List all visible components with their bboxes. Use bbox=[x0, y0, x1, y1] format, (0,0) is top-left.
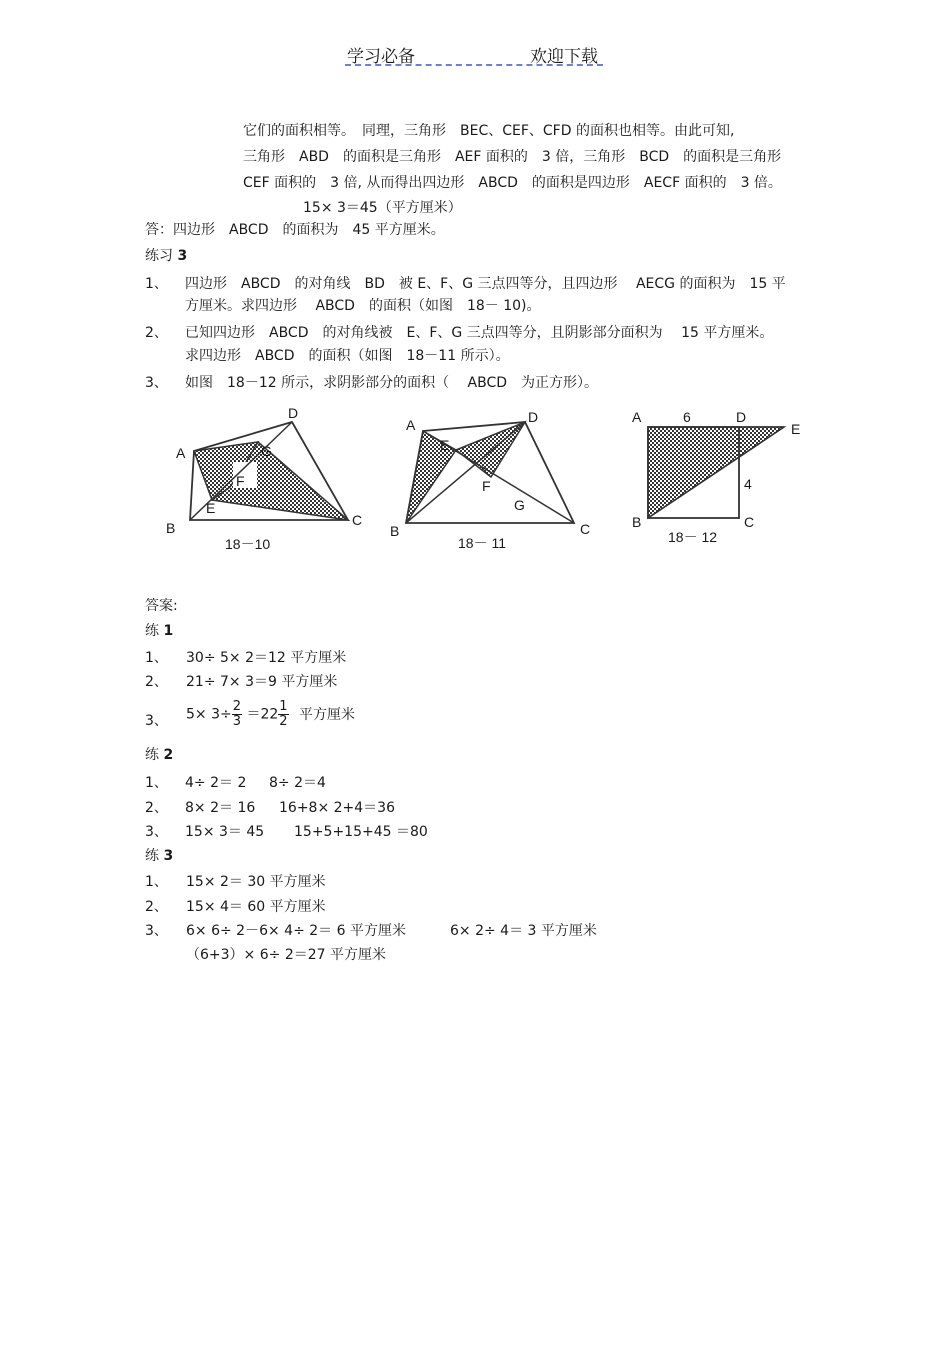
answers-s1-title bbox=[145, 620, 173, 640]
fig12-label-d: D bbox=[736, 409, 747, 425]
s2-title-num: 2 bbox=[163, 747, 174, 763]
s2-item1-a: 4÷ 2＝ 2 bbox=[185, 775, 247, 791]
s2-item3-a: 15× 3＝ 45 bbox=[185, 824, 265, 840]
figure-18-10 bbox=[166, 405, 362, 552]
fig10-label-e: E bbox=[206, 500, 216, 516]
s1-item3-fraction2 bbox=[278, 700, 288, 729]
s3-extra: （6+3）× 6÷ 2＝27 平方厘米 bbox=[186, 947, 386, 963]
s3-item3-b: 6× 2÷ 4＝ 3 平方厘米 bbox=[450, 923, 597, 939]
fig11-label-f: F bbox=[482, 478, 491, 494]
p3-item2-line1: 已知四边形 ABCD 的对角线被 E、F、G 三点四等分，且阴影部分面积为 15 平方厘米。 bbox=[185, 325, 774, 341]
fig11-label-g: G bbox=[514, 497, 525, 513]
s2-title-text: 练 bbox=[145, 747, 159, 763]
fig10-label-a: A bbox=[176, 445, 186, 461]
s1-item2-num: 2、 bbox=[145, 674, 168, 690]
fig10-label-b: B bbox=[166, 520, 176, 536]
s2-item1-b: 8÷ 2＝4 bbox=[269, 775, 326, 791]
p3-item3-num: 3、 bbox=[145, 375, 168, 391]
s1-item3-mid: ＝22 bbox=[246, 706, 279, 723]
frac2-denominator: 2 bbox=[279, 714, 288, 729]
figure-18-11 bbox=[390, 409, 590, 551]
s3-item3-a: 6× 6÷ 2－6× 4÷ 2＝ 6 平方厘米 bbox=[186, 923, 406, 939]
s2-item3-num: 3、 bbox=[145, 824, 168, 840]
s2-item2-a: 8× 2＝ 16 bbox=[185, 800, 256, 816]
intro-line-2: 三角形 ABD 的面积是三角形 AEF 面积的 3 倍，三角形 BCD 的面积是三角形 bbox=[243, 149, 782, 165]
s2-item2-b: 16+8× 2+4＝36 bbox=[279, 800, 395, 816]
fig12-label-six: 6 bbox=[683, 409, 691, 425]
fig11-label-e: E bbox=[440, 437, 450, 453]
s1-title-text: 练 bbox=[145, 623, 159, 639]
s2-item3-b: 15+5+15+45 ＝80 bbox=[294, 824, 428, 840]
practice3-title-text: 练习 bbox=[145, 248, 173, 264]
s1-item3-num: 3、 bbox=[145, 713, 168, 729]
s1-title-num: 1 bbox=[163, 623, 174, 639]
s3-item2-a: 15× 4＝ 60 平方厘米 bbox=[186, 899, 326, 915]
header-divider bbox=[345, 64, 603, 66]
fig12-label-b: B bbox=[632, 514, 642, 530]
answers-s3-title bbox=[145, 845, 173, 865]
frac1-numerator: 2 bbox=[232, 699, 242, 714]
fig12-label-c: C bbox=[744, 514, 755, 530]
p3-item3-line1: 如图 18－12 所示，求阴影部分的面积（ ABCD 为正方形）。 bbox=[185, 375, 599, 391]
fig10-label-f: F bbox=[236, 473, 245, 489]
s3-title-text: 练 bbox=[145, 848, 159, 864]
s3-item1-a: 15× 2＝ 30 平方厘米 bbox=[186, 874, 326, 890]
fig10-caption: 18－10 bbox=[225, 536, 271, 552]
s1-item3-pre: 5× 3÷ bbox=[186, 706, 232, 723]
s1-item3-fraction bbox=[232, 700, 242, 729]
fig12-label-e: E bbox=[791, 421, 801, 437]
fig11-label-d: D bbox=[528, 409, 539, 425]
answers-s2-title bbox=[145, 744, 173, 764]
s2-item2-num: 2、 bbox=[145, 800, 168, 816]
fig12-caption: 18－ 12 bbox=[668, 529, 718, 545]
practice3-title-num: 3 bbox=[177, 248, 188, 264]
s3-title-num: 3 bbox=[163, 848, 174, 864]
intro-line-3: CEF 面积的 3 倍, 从而得出四边形 ABCD 的面积是四边形 AECF 面积的 3 倍。 bbox=[243, 175, 782, 191]
p3-item1-line2: 方厘米。求四边形 ABCD 的面积（如图 18－ 10)。 bbox=[185, 298, 541, 314]
s3-item2-num: 2、 bbox=[145, 899, 168, 915]
fig10-label-c: C bbox=[352, 512, 363, 528]
practice3-title bbox=[145, 245, 187, 265]
fig11-label-c: C bbox=[580, 521, 591, 537]
p3-item2-line2: 求四边形 ABCD 的面积（如图 18－11 所示）。 bbox=[185, 348, 510, 364]
p3-item2-num: 2、 bbox=[145, 325, 168, 341]
s3-item3-num: 3、 bbox=[145, 923, 168, 939]
frac1-denominator: 3 bbox=[232, 714, 242, 729]
frac2-numerator: 1 bbox=[279, 699, 288, 714]
header-right-text: 欢迎下载 bbox=[530, 47, 598, 67]
header-left-text: 学习必备 bbox=[347, 47, 415, 67]
fig11-caption: 18－ 11 bbox=[458, 535, 506, 551]
s1-item3-post: 平方厘米 bbox=[299, 706, 356, 723]
answers-title: 答案: bbox=[145, 598, 178, 614]
fig11-label-b: B bbox=[390, 523, 400, 539]
fig11-label-a: A bbox=[406, 417, 416, 433]
p3-item1-num: 1、 bbox=[145, 276, 168, 292]
fig10-label-g: G bbox=[261, 443, 272, 459]
fig12-label-a: A bbox=[632, 409, 642, 425]
fig10-label-d: D bbox=[288, 405, 299, 421]
intro-answer: 答：四边形 ABCD 的面积为 45 平方厘米。 bbox=[145, 222, 445, 238]
figure-18-12 bbox=[632, 409, 800, 545]
s1-item3-expression bbox=[186, 700, 355, 729]
s1-item2-text: 21÷ 7× 3＝9 平方厘米 bbox=[186, 674, 338, 690]
fig12-label-four: 4 bbox=[744, 476, 752, 492]
figures-panel bbox=[150, 400, 810, 560]
intro-calc: 15× 3＝45（平方厘米） bbox=[303, 200, 462, 216]
intro-line-1: 它们的面积相等。 同理，三角形 BEC、CEF、CFD 的面积也相等。由此可知, bbox=[243, 123, 735, 139]
s1-item1-text: 30÷ 5× 2＝12 平方厘米 bbox=[186, 650, 347, 666]
s2-item1-num: 1、 bbox=[145, 775, 168, 791]
p3-item1-line1: 四边形 ABCD 的对角线 BD 被 E、F、G 三点四等分，且四边形 AECG 的面积为 15 平 bbox=[185, 276, 786, 292]
s1-item1-num: 1、 bbox=[145, 650, 168, 666]
s3-item1-num: 1、 bbox=[145, 874, 168, 890]
